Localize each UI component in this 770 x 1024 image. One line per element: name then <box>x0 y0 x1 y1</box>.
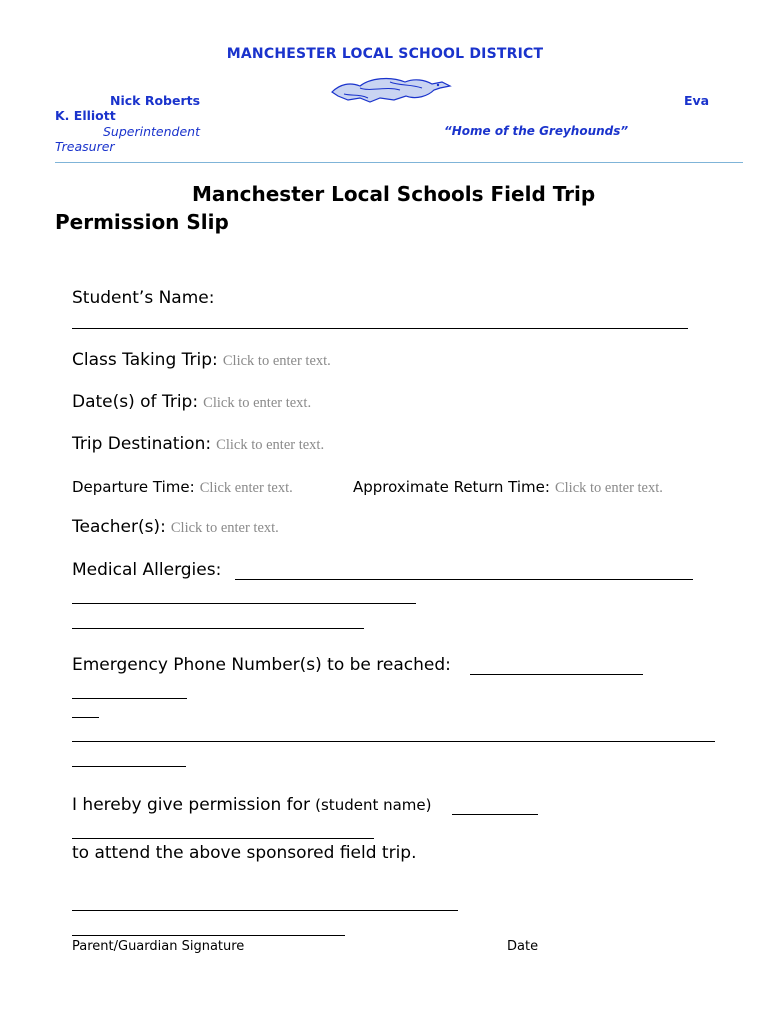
right-name: Eva <box>684 93 710 108</box>
superintendent-name: Nick Roberts <box>110 93 201 108</box>
dates-label: Date(s) of Trip: <box>72 392 199 412</box>
permission-text: I hereby give permission for <box>72 795 311 815</box>
allergies-line-1[interactable] <box>235 579 693 580</box>
return-field[interactable]: Click to enter text. <box>554 480 663 496</box>
permission-hint: (student name) <box>315 796 432 814</box>
return-label: Approximate Return Time: <box>353 478 550 496</box>
emergency-line-5[interactable] <box>72 766 186 767</box>
student-name-label: Student’s Name: <box>72 288 215 308</box>
destination-label: Trip Destination: <box>72 434 212 454</box>
class-row <box>72 350 331 370</box>
allergies-line-2[interactable] <box>72 603 416 604</box>
treasurer-name: K. Elliott <box>55 108 116 123</box>
emergency-line-4[interactable] <box>72 741 715 742</box>
teachers-row <box>72 517 279 537</box>
departure-row <box>72 477 293 497</box>
signature-label: Parent/Guardian Signature <box>72 939 245 954</box>
page-subtitle: Permission Slip <box>55 210 229 234</box>
attend-text: to attend the above sponsored field trip. <box>72 843 417 863</box>
allergies-line-3[interactable] <box>72 628 364 629</box>
greyhound-logo-icon <box>330 74 454 106</box>
dates-field[interactable]: Click to enter text. <box>203 395 312 411</box>
destination-row <box>72 434 324 454</box>
date-label: Date <box>507 939 539 954</box>
permission-line-1[interactable] <box>452 814 538 815</box>
emergency-line-1[interactable] <box>470 674 643 675</box>
class-field[interactable]: Click to enter text. <box>222 353 331 369</box>
student-name-line[interactable] <box>72 328 688 329</box>
emergency-label: Emergency Phone Number(s) to be reached: <box>72 655 451 675</box>
motto: “Home of the Greyhounds” <box>444 124 629 138</box>
permission-line-2[interactable] <box>72 838 374 839</box>
signature-line-1[interactable] <box>72 910 458 911</box>
emergency-line-3[interactable] <box>72 717 99 718</box>
destination-field[interactable]: Click to enter text. <box>216 437 325 453</box>
treasurer-title: Treasurer <box>55 139 115 154</box>
departure-label: Departure Time: <box>72 478 195 496</box>
class-label: Class Taking Trip: <box>72 350 218 370</box>
teachers-label: Teacher(s): <box>72 517 166 537</box>
allergies-label: Medical Allergies: <box>72 560 222 580</box>
permission-row <box>72 795 432 815</box>
emergency-line-2[interactable] <box>72 698 187 699</box>
return-row <box>353 477 663 497</box>
superintendent-title: Superintendent <box>103 124 200 139</box>
header-divider <box>55 162 743 163</box>
departure-field[interactable]: Click enter text. <box>199 480 293 496</box>
dates-row <box>72 392 311 412</box>
page-title: Manchester Local Schools Field Trip <box>192 182 596 206</box>
signature-line-2[interactable] <box>72 935 345 936</box>
district-name: MANCHESTER LOCAL SCHOOL DISTRICT <box>226 46 544 62</box>
teachers-field[interactable]: Click to enter text. <box>170 520 279 536</box>
